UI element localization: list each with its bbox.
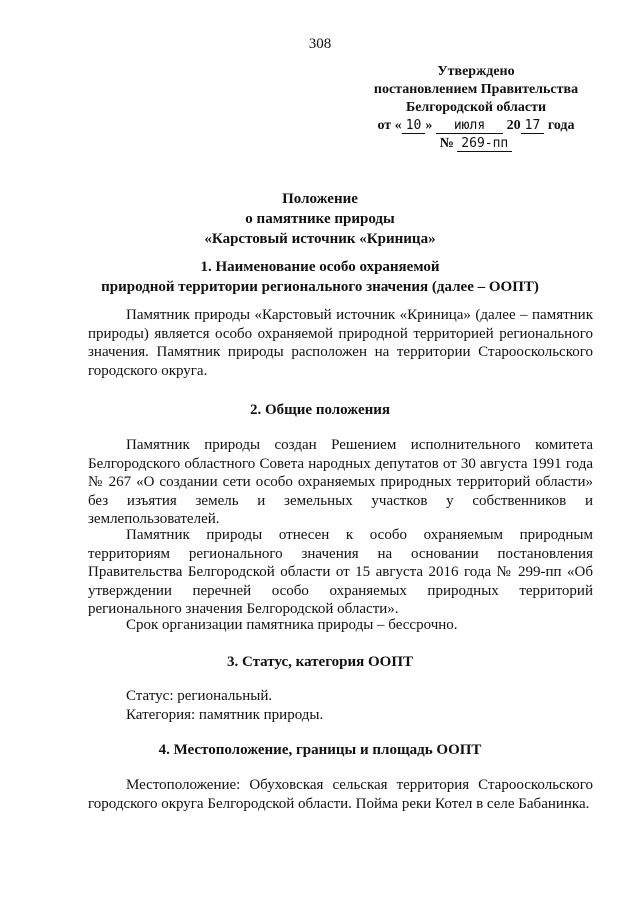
title-line-2: о памятнике природы (245, 211, 395, 227)
section-3-heading: 3. Статус, категория ООПТ (226, 654, 413, 670)
approval-day: 10 (402, 118, 426, 134)
date-prefix: от « (377, 118, 402, 133)
approval-date-line (360, 117, 592, 135)
section-1-heading (0, 257, 640, 297)
approval-line-1: Утверждено (437, 64, 515, 79)
section-2-heading: 2. Общие положения (249, 402, 391, 418)
section-4-paragraph: Местоположение: Обуховская сельская территория Старооскольского городского округа Белгородской области. Пойма реки Котел в селе Бабанинка. (88, 777, 593, 812)
year-prefix: 20 (506, 118, 521, 133)
document-title (0, 189, 640, 249)
status-line: Статус: региональный. (126, 688, 273, 704)
category-line: Категория: памятник природы. (126, 707, 324, 723)
approval-number: 269-пп (457, 136, 512, 152)
section-1-heading-line-1: 1. Наименование особо охраняемой (200, 259, 440, 275)
section-2-paragraph-1: Памятник природы создан Решением исполнительного комитета Белгородского областного Совета народных депутатов от 30 августа 1991 года № 267 «О создании сети особо охраняемых природных территорий области» без изъятия земель и земельных участков у собственников и землепользователей. (88, 437, 593, 527)
title-line-1: Положение (282, 191, 358, 207)
approval-line-3: Белгородской области (405, 100, 547, 115)
approval-number-line (360, 135, 592, 153)
approval-line-2: постановлением Правительства (373, 82, 579, 97)
section-2-paragraph-2: Памятник природы отнесен к особо охраняемым природным территориям регионального значения на основании постановления Правительства Белгородской области от 15 августа 2016 года № 299-пп «Об утверждении перечней особо охраняемых природных территорий регионального значения Белгородской области». (88, 527, 593, 617)
section-2-paragraph-3: Срок организации памятника природы – бессрочно. (126, 617, 458, 633)
date-mid: » (425, 118, 433, 133)
title-line-3: «Карстовый источник «Криница» (204, 231, 436, 247)
section-1-heading-line-2: природной территории регионального значения (далее – ООПТ) (101, 279, 539, 295)
section-1-paragraph: Памятник природы «Карстовый источник «Криница» (далее – памятник природы) является особо охраняемой природной территорией регионального значения. Памятник природы расположен на территории Старооскольского городского округа. (88, 307, 593, 379)
page-number: 308 (308, 36, 332, 52)
number-prefix: № (439, 136, 454, 151)
section-4-heading: 4. Местоположение, границы и площадь ООПТ (158, 742, 482, 758)
approval-year-suffix: 17 (521, 118, 545, 134)
approval-block (360, 63, 592, 153)
year-label: года (547, 118, 575, 133)
approval-month: июля (436, 118, 503, 134)
